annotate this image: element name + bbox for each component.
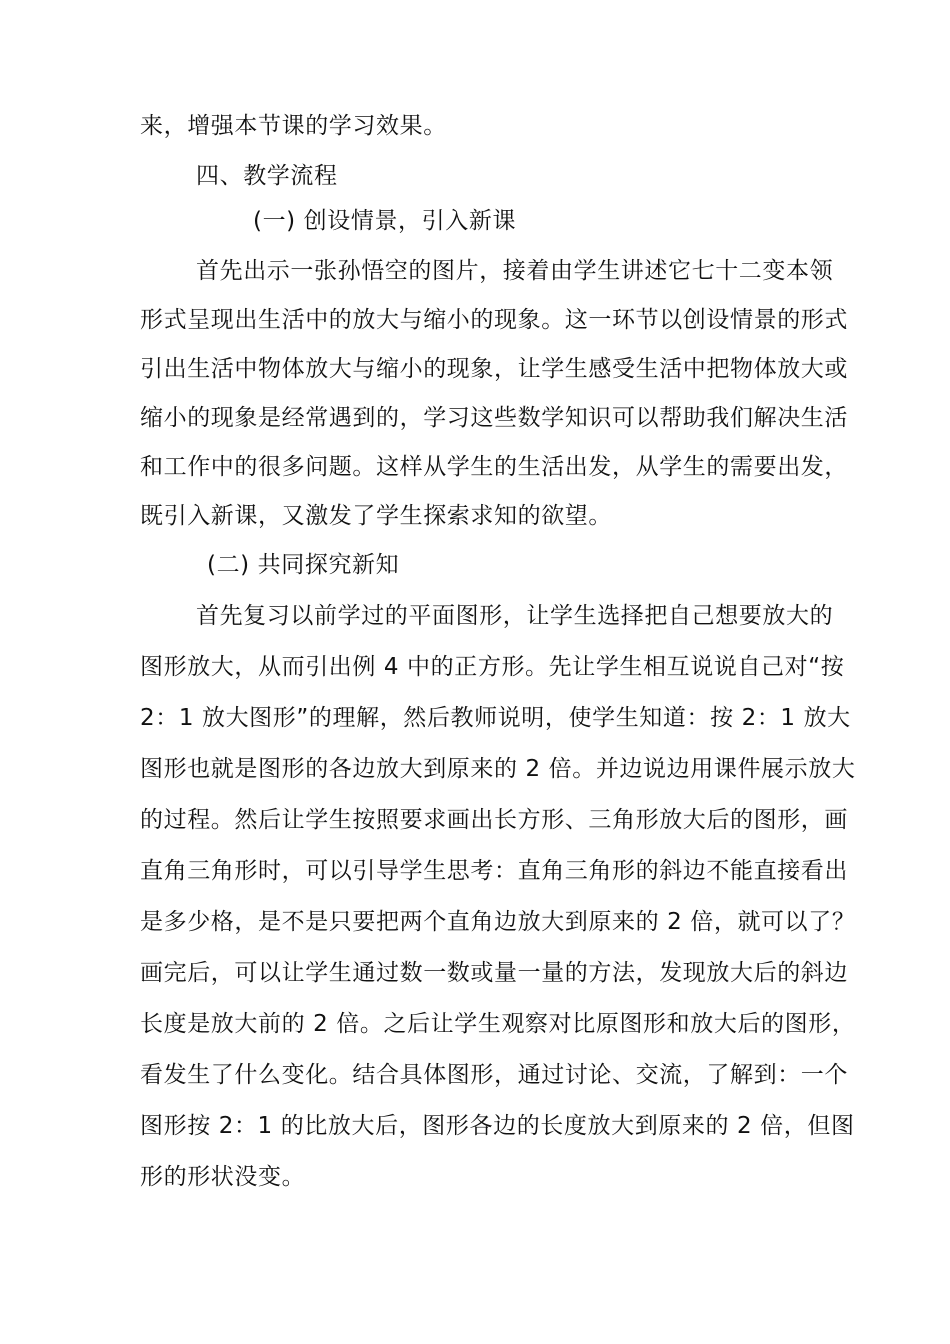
- paragraph-2-line: 形的形状没变。: [140, 1164, 306, 1190]
- paragraph-2-line: 画完后，可以让学生通过数一数或量一量的方法，发现放大后的斜边: [140, 960, 848, 986]
- paragraph-1-line: 缩小的现象是经常遇到的，学习这些数学知识可以帮助我们解决生活: [140, 405, 848, 431]
- paragraph-2-line: 2：1 放大图形”的理解，然后教师说明，使学生知道：按 2：1 放大: [140, 705, 851, 731]
- paragraph-2-line: 图形放大，从而引出例 4 中的正方形。先让学生相互说说自己对“按: [140, 654, 845, 680]
- subheading-create-scene: (一) 创设情景，引入新课: [253, 208, 517, 234]
- paragraph-1-line: 既引入新课，又激发了学生探索求知的欲望。: [140, 503, 612, 529]
- intro-tail-line: 来，增强本节课的学习效果。: [140, 113, 447, 139]
- paragraph-2-line: 首先复习以前学过的平面图形，让学生选择把自己想要放大的: [196, 603, 834, 629]
- section-heading: 四、教学流程: [196, 163, 338, 189]
- paragraph-1-line: 和工作中的很多问题。这样从学生的生活出发，从学生的需要出发，: [140, 454, 848, 480]
- paragraph-2-line: 是多少格，是不是只要把两个直角边放大到原来的 2 倍，就可以了？: [140, 909, 856, 935]
- paragraph-1-line: 形式呈现出生活中的放大与缩小的现象。这一环节以创设情景的形式: [140, 307, 848, 333]
- paragraph-2-line: 图形按 2：1 的比放大后，图形各边的长度放大到原来的 2 倍，但图: [140, 1113, 855, 1139]
- paragraph-1-line: 引出生活中物体放大与缩小的现象，让学生感受生活中把物体放大或: [140, 356, 848, 382]
- paragraph-2-line: 看发生了什么变化。结合具体图形，通过讨论、交流，了解到：一个: [140, 1062, 848, 1088]
- paragraph-2-line: 长度是放大前的 2 倍。之后让学生观察对比原图形和放大后的图形，: [140, 1011, 856, 1037]
- paragraph-2-line: 图形也就是图形的各边放大到原来的 2 倍。并边说边用课件展示放大: [140, 756, 856, 782]
- paragraph-2-line: 直角三角形时，可以引导学生思考：直角三角形的斜边不能直接看出: [140, 858, 848, 884]
- paragraph-2-line: 的过程。然后让学生按照要求画出长方形、三角形放大后的图形，画: [140, 807, 848, 833]
- subheading-explore-together: (二) 共同探究新知: [207, 552, 400, 578]
- paragraph-1-line: 首先出示一张孙悟空的图片，接着由学生讲述它七十二变本领: [196, 258, 834, 284]
